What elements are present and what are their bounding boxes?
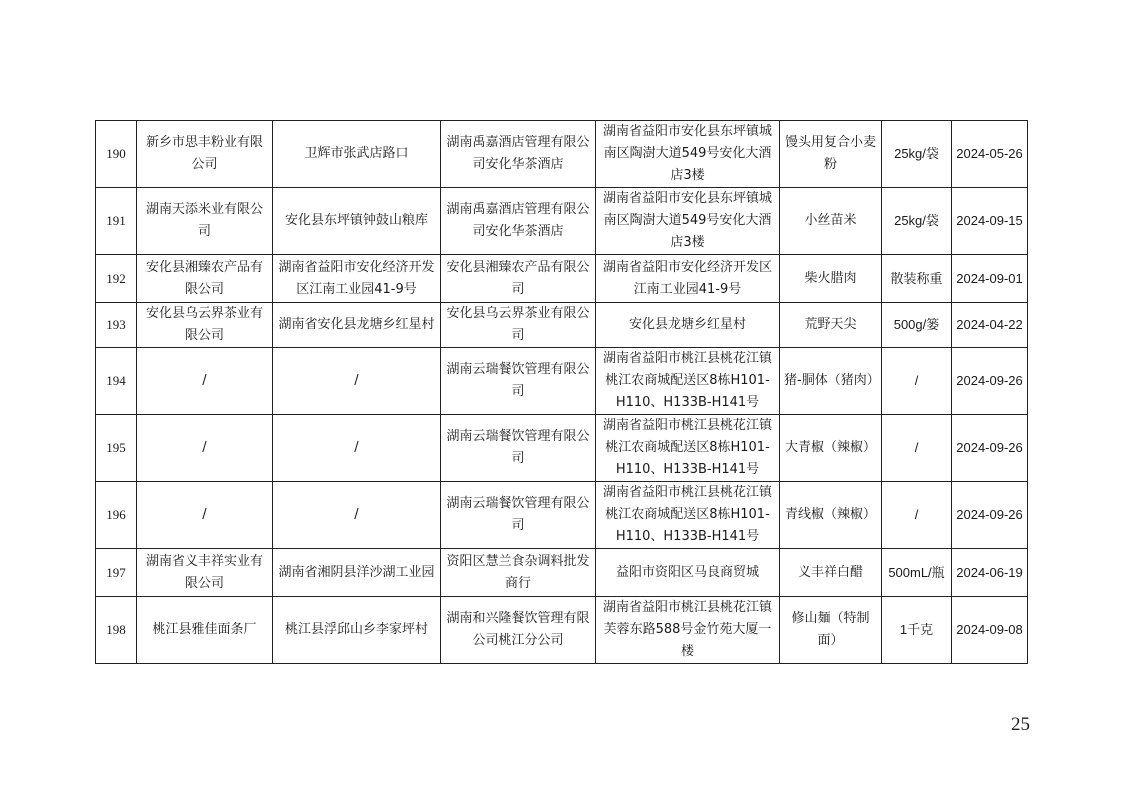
production-date-cell: 2024-09-26 — [952, 415, 1028, 482]
production-date-cell: 2024-04-22 — [952, 303, 1028, 348]
seller-name-cell: 湖南云瑞餐饮管理有限公司 — [441, 348, 596, 415]
specification-cell: 500g/篓 — [882, 303, 952, 348]
product-name-cell: 猪-胴体（猪肉） — [780, 348, 882, 415]
producer-name-cell: 安化县湘臻农产品有限公司 — [137, 255, 273, 303]
table-row — [96, 549, 1028, 597]
inspection-results-table — [95, 120, 1028, 664]
producer-address-cell: 湖南省益阳市安化经济开发区江南工业园41-9号 — [273, 255, 441, 303]
table-row — [96, 121, 1028, 188]
table-row — [96, 482, 1028, 549]
seller-name-cell: 安化县乌云界茶业有限公司 — [441, 303, 596, 348]
row-number-cell: 196 — [96, 482, 137, 549]
producer-name-cell: 湖南天添米业有限公司 — [137, 188, 273, 255]
producer-name-cell: 新乡市思丰粉业有限公司 — [137, 121, 273, 188]
table-row — [96, 303, 1028, 348]
production-date-cell: 2024-09-26 — [952, 348, 1028, 415]
product-name-cell: 修山麺（特制面） — [780, 597, 882, 664]
seller-address-cell: 湖南省益阳市桃江县桃花江镇芙蓉东路588号金竹苑大厦一楼 — [596, 597, 780, 664]
seller-address-cell: 湖南省益阳市桃江县桃花江镇桃江农商城配送区8栋H101-H110、H133B-H141号 — [596, 482, 780, 549]
row-number-cell: 191 — [96, 188, 137, 255]
producer-name-cell: / — [137, 482, 273, 549]
producer-name-cell: / — [137, 348, 273, 415]
production-date-cell: 2024-06-19 — [952, 549, 1028, 597]
page-number: 25 — [1011, 714, 1030, 735]
table-row — [96, 348, 1028, 415]
seller-address-cell: 湖南省益阳市安化县东坪镇城南区陶澍大道549号安化大酒店3楼 — [596, 188, 780, 255]
product-name-cell: 青线椒（辣椒） — [780, 482, 882, 549]
seller-name-cell: 湖南禹嘉酒店管理有限公司安化华茶酒店 — [441, 188, 596, 255]
table-body — [96, 121, 1028, 664]
row-number-cell: 190 — [96, 121, 137, 188]
row-number-cell: 193 — [96, 303, 137, 348]
specification-cell: 散装称重 — [882, 255, 952, 303]
seller-name-cell: 湖南云瑞餐饮管理有限公司 — [441, 415, 596, 482]
row-number-cell: 198 — [96, 597, 137, 664]
production-date-cell: 2024-09-15 — [952, 188, 1028, 255]
seller-name-cell: 湖南云瑞餐饮管理有限公司 — [441, 482, 596, 549]
seller-address-cell: 安化县龙塘乡红星村 — [596, 303, 780, 348]
producer-address-cell: 桃江县浮邱山乡李家坪村 — [273, 597, 441, 664]
product-name-cell: 柴火腊肉 — [780, 255, 882, 303]
table-row — [96, 255, 1028, 303]
specification-cell: 25kg/袋 — [882, 188, 952, 255]
row-number-cell: 192 — [96, 255, 137, 303]
production-date-cell: 2024-09-26 — [952, 482, 1028, 549]
producer-name-cell: 安化县乌云界茶业有限公司 — [137, 303, 273, 348]
seller-address-cell: 湖南省益阳市安化县东坪镇城南区陶澍大道549号安化大酒店3楼 — [596, 121, 780, 188]
seller-name-cell: 湖南禹嘉酒店管理有限公司安化华茶酒店 — [441, 121, 596, 188]
producer-name-cell: 湖南省义丰祥实业有限公司 — [137, 549, 273, 597]
seller-address-cell: 湖南省益阳市桃江县桃花江镇桃江农商城配送区8栋H101-H110、H133B-H141号 — [596, 415, 780, 482]
seller-name-cell: 安化县湘臻农产品有限公司 — [441, 255, 596, 303]
specification-cell: / — [882, 415, 952, 482]
seller-name-cell: 资阳区慧兰食杂调料批发商行 — [441, 549, 596, 597]
table-row — [96, 188, 1028, 255]
specification-cell: 25kg/袋 — [882, 121, 952, 188]
specification-cell: 1千克 — [882, 597, 952, 664]
product-name-cell: 义丰祥白醋 — [780, 549, 882, 597]
producer-address-cell: / — [273, 348, 441, 415]
producer-address-cell: 湖南省湘阴县洋沙湖工业园 — [273, 549, 441, 597]
seller-address-cell: 益阳市资阳区马良商贸城 — [596, 549, 780, 597]
table-row — [96, 415, 1028, 482]
row-number-cell: 195 — [96, 415, 137, 482]
product-name-cell: 馒头用复合小麦粉 — [780, 121, 882, 188]
row-number-cell: 197 — [96, 549, 137, 597]
product-name-cell: 小丝苗米 — [780, 188, 882, 255]
production-date-cell: 2024-05-26 — [952, 121, 1028, 188]
product-name-cell: 荒野天尖 — [780, 303, 882, 348]
table-row — [96, 597, 1028, 664]
row-number-cell: 194 — [96, 348, 137, 415]
producer-address-cell: / — [273, 415, 441, 482]
product-name-cell: 大青椒（辣椒） — [780, 415, 882, 482]
seller-name-cell: 湖南和兴隆餐饮管理有限公司桃江分公司 — [441, 597, 596, 664]
seller-address-cell: 湖南省益阳市桃江县桃花江镇桃江农商城配送区8栋H101-H110、H133B-H141号 — [596, 348, 780, 415]
producer-name-cell: / — [137, 415, 273, 482]
producer-address-cell: 卫辉市张武店路口 — [273, 121, 441, 188]
producer-address-cell: 湖南省安化县龙塘乡红星村 — [273, 303, 441, 348]
producer-name-cell: 桃江县雅佳面条厂 — [137, 597, 273, 664]
producer-address-cell: 安化县东坪镇钟鼓山粮库 — [273, 188, 441, 255]
production-date-cell: 2024-09-08 — [952, 597, 1028, 664]
specification-cell: 500mL/瓶 — [882, 549, 952, 597]
specification-cell: / — [882, 482, 952, 549]
production-date-cell: 2024-09-01 — [952, 255, 1028, 303]
specification-cell: / — [882, 348, 952, 415]
seller-address-cell: 湖南省益阳市安化经济开发区江南工业园41-9号 — [596, 255, 780, 303]
producer-address-cell: / — [273, 482, 441, 549]
